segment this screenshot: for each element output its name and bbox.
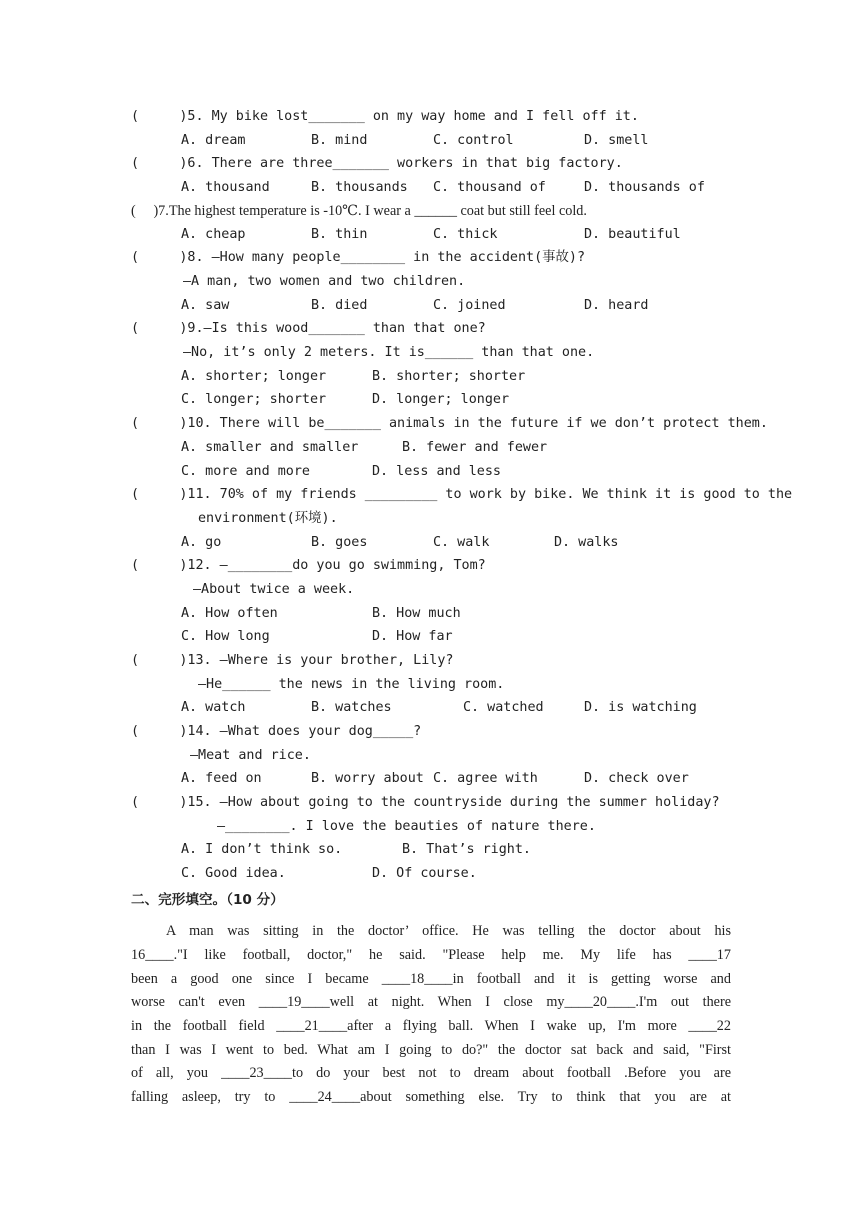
section-2-heading: 二、完形填空。（10 分） [131, 892, 284, 908]
q10-option-d: D. less and less [372, 464, 501, 479]
cloze-line-1: A man was sitting in the doctor’ office. He was telling the doctor about his [166, 923, 731, 939]
cloze-line-6: than I was I went to bed. What am I going to do?" the doctor sat back and said, "First [131, 1042, 731, 1058]
q15-option-c: C. Good idea. [181, 866, 286, 881]
q10-option-a: A. smaller and smaller [181, 440, 359, 455]
question-11-continuation: environment(环境). [198, 511, 338, 526]
q9-option-a: A. shorter; longer [181, 369, 327, 384]
q10-option-c: C. more and more [181, 464, 310, 479]
q13-option-a: A. watch [181, 700, 246, 715]
question-13-stem: ( )13. —Where is your brother, Lily? [131, 653, 454, 668]
q15-option-b: B. That’s right. [402, 842, 531, 857]
question-5-stem: ( )5. My bike lost_______ on my way home and I fell off it. [131, 109, 639, 124]
question-11-stem: ( )11. 70% of my friends _________ to work by bike. We think it is good to the [131, 487, 793, 502]
q15-option-a: A. I don’t think so. [181, 842, 343, 857]
q11-option-d: D. walks [554, 535, 619, 550]
q5-option-c: C. control [433, 133, 514, 148]
q11-option-c: C. walk [433, 535, 490, 550]
question-12-response: —About twice a week. [193, 582, 355, 597]
q10-option-b: B. fewer and fewer [402, 440, 548, 455]
q7-option-c: C. thick [433, 227, 498, 242]
question-7-stem: ( )7.The highest temperature is -10℃. I wear a ______ coat but still feel cold. [131, 203, 587, 219]
q13-option-b: B. watches [311, 700, 392, 715]
q6-option-b: B. thousands [311, 180, 408, 195]
q7-option-b: B. thin [311, 227, 368, 242]
question-15-stem: ( )15. —How about going to the countryside during the summer holiday? [131, 795, 720, 810]
q8-option-a: A. saw [181, 298, 230, 313]
q8-option-b: B. died [311, 298, 368, 313]
q7-option-d: D. beautiful [584, 227, 681, 242]
q6-option-c: C. thousand of [433, 180, 546, 195]
q9-option-d: D. longer; longer [372, 392, 510, 407]
cloze-line-2: 16____."I like football, doctor," he said. "Please help me. My life has ____17 [131, 947, 731, 963]
q14-option-c: C. agree with [433, 771, 538, 786]
q12-option-c: C. How long [181, 629, 270, 644]
question-12-stem: ( )12. —________do you go swimming, Tom? [131, 558, 486, 573]
q6-option-a: A. thousand [181, 180, 270, 195]
q14-option-a: A. feed on [181, 771, 262, 786]
q5-option-a: A. dream [181, 133, 246, 148]
question-14-response: —Meat and rice. [190, 748, 311, 763]
question-14-stem: ( )14. —What does your dog_____? [131, 724, 422, 739]
q9-option-b: B. shorter; shorter [372, 369, 526, 384]
q12-option-a: A. How often [181, 606, 278, 621]
cloze-line-7: of all, you ____23____to do your best not to dream about football .Before you are [131, 1065, 731, 1081]
q5-option-b: B. mind [311, 133, 368, 148]
question-8-response: —A man, two women and two children. [183, 274, 466, 289]
q7-option-a: A. cheap [181, 227, 246, 242]
q11-option-b: B. goes [311, 535, 368, 550]
cloze-line-5: in the football field ____21____after a flying ball. When I wake up, I'm more ____22 [131, 1018, 731, 1034]
q8-option-c: C. joined [433, 298, 506, 313]
q6-option-d: D. thousands of [584, 180, 705, 195]
question-8-stem: ( )8. —How many people________ in the accident(事故)? [131, 250, 586, 265]
question-15-response: —________. I love the beauties of nature there. [217, 819, 596, 834]
q8-option-d: D. heard [584, 298, 649, 313]
q14-option-d: D. check over [584, 771, 689, 786]
question-9-stem: ( )9.—Is this wood_______ than that one? [131, 321, 486, 336]
q12-option-d: D. How far [372, 629, 453, 644]
cloze-line-4: worse can't even ____19____well at night. When I close my____20____.I'm out there [131, 994, 731, 1010]
cloze-line-3: been a good one since I became ____18____in football and it is getting worse and [131, 971, 731, 987]
q14-option-b: B. worry about [311, 771, 424, 786]
q11-option-a: A. go [181, 535, 222, 550]
q15-option-d: D. Of course. [372, 866, 477, 881]
question-13-response: —He______ the news in the living room. [198, 677, 505, 692]
question-9-response: —No, it’s only 2 meters. It is______ than that one. [183, 345, 595, 360]
question-10-stem: ( )10. There will be_______ animals in the future if we don’t protect them. [131, 416, 768, 431]
q12-option-b: B. How much [372, 606, 461, 621]
cloze-line-8: falling asleep, try to ____24____about something else. Try to think that you are at [131, 1089, 731, 1105]
q9-option-c: C. longer; shorter [181, 392, 327, 407]
q5-option-d: D. smell [584, 133, 649, 148]
q13-option-c: C. watched [463, 700, 544, 715]
question-6-stem: ( )6. There are three_______ workers in that big factory. [131, 156, 623, 171]
q13-option-d: D. is watching [584, 700, 697, 715]
